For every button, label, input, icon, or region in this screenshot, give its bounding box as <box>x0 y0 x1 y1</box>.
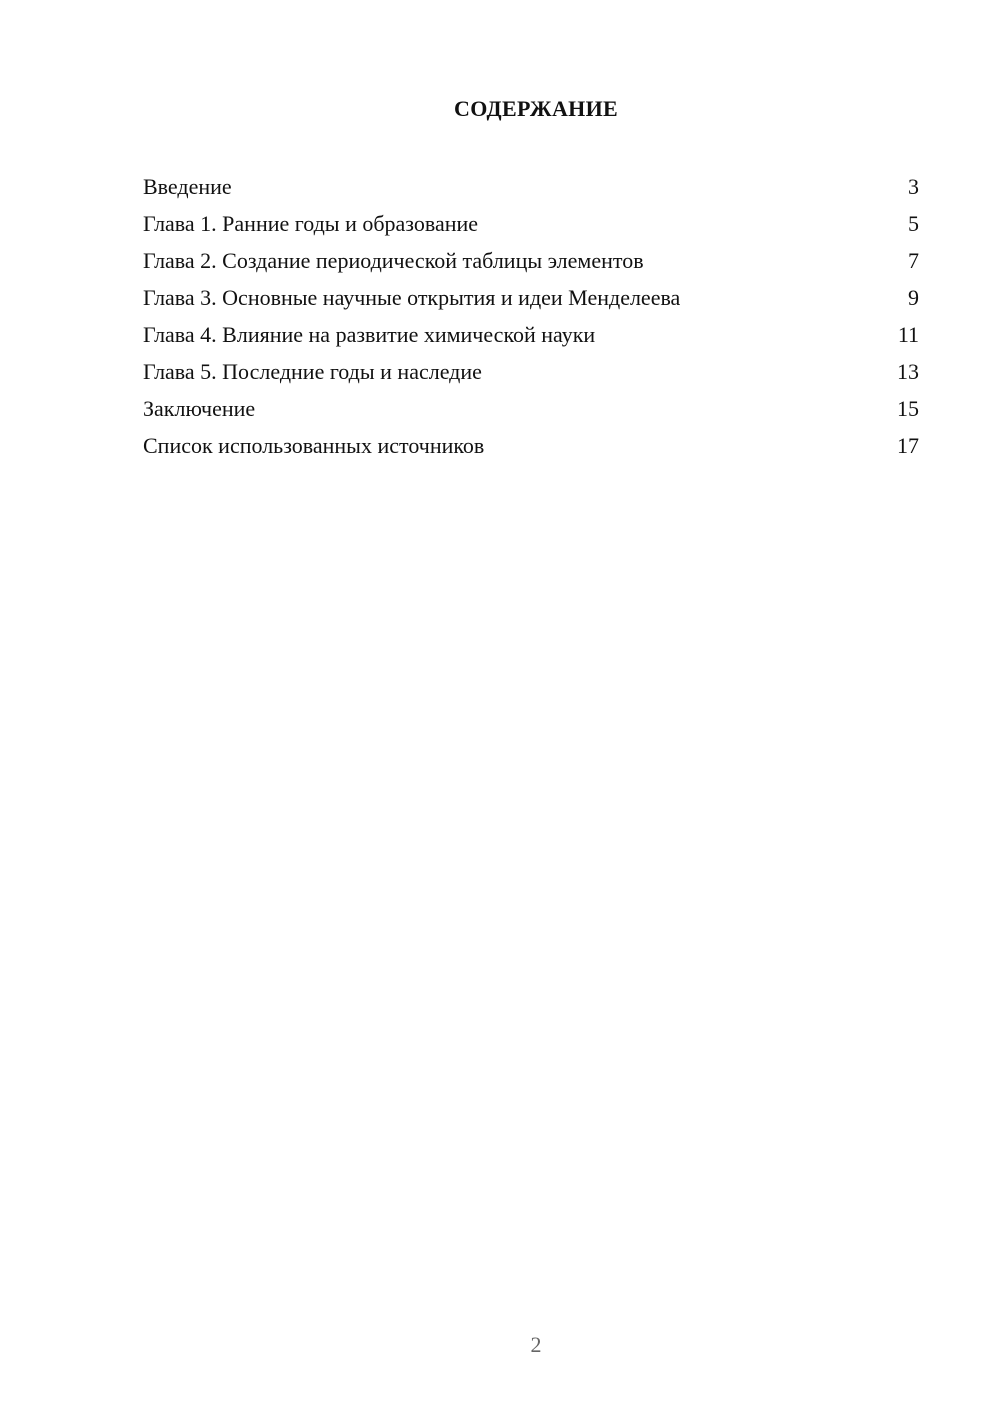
table-of-contents <box>143 168 919 464</box>
toc-entry-page: 7 <box>908 248 919 273</box>
toc-entry-label: Список использованных источников <box>143 433 485 458</box>
toc-entry-label: Глава 1. Ранние годы и образование <box>143 211 479 236</box>
toc-entry-label: Глава 3. Основные научные открытия и идеи Менделеева <box>143 285 681 310</box>
toc-entry-page: 5 <box>908 211 919 236</box>
toc-entry-page: 11 <box>897 322 919 347</box>
toc-entry <box>143 353 919 390</box>
toc-entry-label: Глава 5. Последние годы и наследие <box>143 359 482 384</box>
toc-entry <box>143 205 919 242</box>
toc-entry-page: 9 <box>908 285 919 310</box>
toc-entry-label: Глава 4. Влияние на развитие химической науки <box>143 322 596 347</box>
toc-entry <box>143 168 919 205</box>
toc-entry-page: 13 <box>897 359 919 384</box>
toc-entry <box>143 279 919 316</box>
toc-entry <box>143 427 919 464</box>
toc-entry-page: 3 <box>908 174 919 199</box>
toc-entry <box>143 390 919 427</box>
page-number: 2 <box>530 1332 542 1357</box>
toc-entry-label: Глава 2. Создание периодической таблицы элементов <box>143 248 644 273</box>
toc-entry <box>143 242 919 279</box>
toc-entry <box>143 316 919 353</box>
toc-entry-page: 15 <box>897 396 919 421</box>
toc-entry-label: Введение <box>143 174 232 199</box>
toc-entry-label: Заключение <box>143 396 256 421</box>
page-title: СОДЕРЖАНИЕ <box>454 96 618 121</box>
toc-entry-page: 17 <box>897 433 919 458</box>
